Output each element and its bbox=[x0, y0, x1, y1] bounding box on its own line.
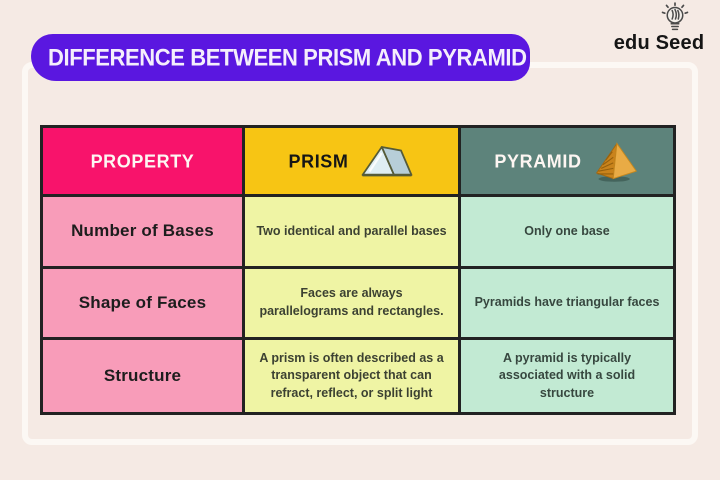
pyramid-shape-of-faces-text: Pyramids have triangular faces bbox=[474, 295, 660, 310]
column-header-property-label: PROPERTY bbox=[90, 149, 195, 171]
column-header-property bbox=[43, 128, 245, 197]
prism-number-of-bases-text: Two identical and parallel bases bbox=[256, 223, 447, 238]
column-header-prism-label: PRISM bbox=[288, 149, 349, 171]
lightbulb-sketch-icon bbox=[658, 2, 692, 36]
glass-prism-icon bbox=[359, 141, 415, 181]
pyramid-structure-cell bbox=[461, 340, 673, 412]
row-label-number-of-bases bbox=[43, 197, 245, 269]
pyramid-shape-of-faces-cell bbox=[461, 269, 673, 341]
pyramid-number-of-bases-text: Only one base bbox=[524, 223, 610, 238]
prism-shape-of-faces-text: Faces are always parallelograms and rectangles. bbox=[259, 286, 444, 318]
prism-number-of-bases-cell bbox=[245, 197, 461, 269]
prism-shape-of-faces-cell bbox=[245, 269, 461, 341]
page-title: DIFFERENCE BETWEEN PRISM AND PYRAMID bbox=[48, 43, 527, 71]
prism-structure-cell bbox=[245, 340, 461, 412]
row-label-text: Shape of Faces bbox=[78, 292, 207, 312]
column-header-prism bbox=[245, 128, 461, 197]
title-banner bbox=[31, 34, 530, 81]
row-label-text: Structure bbox=[103, 366, 182, 386]
row-label-structure bbox=[43, 340, 245, 412]
column-header-pyramid-label: PYRAMID bbox=[494, 149, 582, 171]
pyramid-number-of-bases-cell bbox=[461, 197, 673, 269]
brand-logo bbox=[606, 2, 712, 55]
pyramid-structure-text: A pyramid is typically associated with a solid structure bbox=[498, 350, 636, 400]
row-label-shape-of-faces bbox=[43, 269, 245, 341]
comparison-table bbox=[40, 125, 676, 415]
brand-name: edu Seed bbox=[613, 32, 705, 54]
row-label-text: Number of Bases bbox=[71, 221, 214, 241]
prism-structure-text: A prism is often described as a transparent object that can refract, reflect, or split light bbox=[259, 350, 444, 400]
column-header-pyramid bbox=[461, 128, 673, 197]
gold-pyramid-icon bbox=[592, 139, 640, 183]
